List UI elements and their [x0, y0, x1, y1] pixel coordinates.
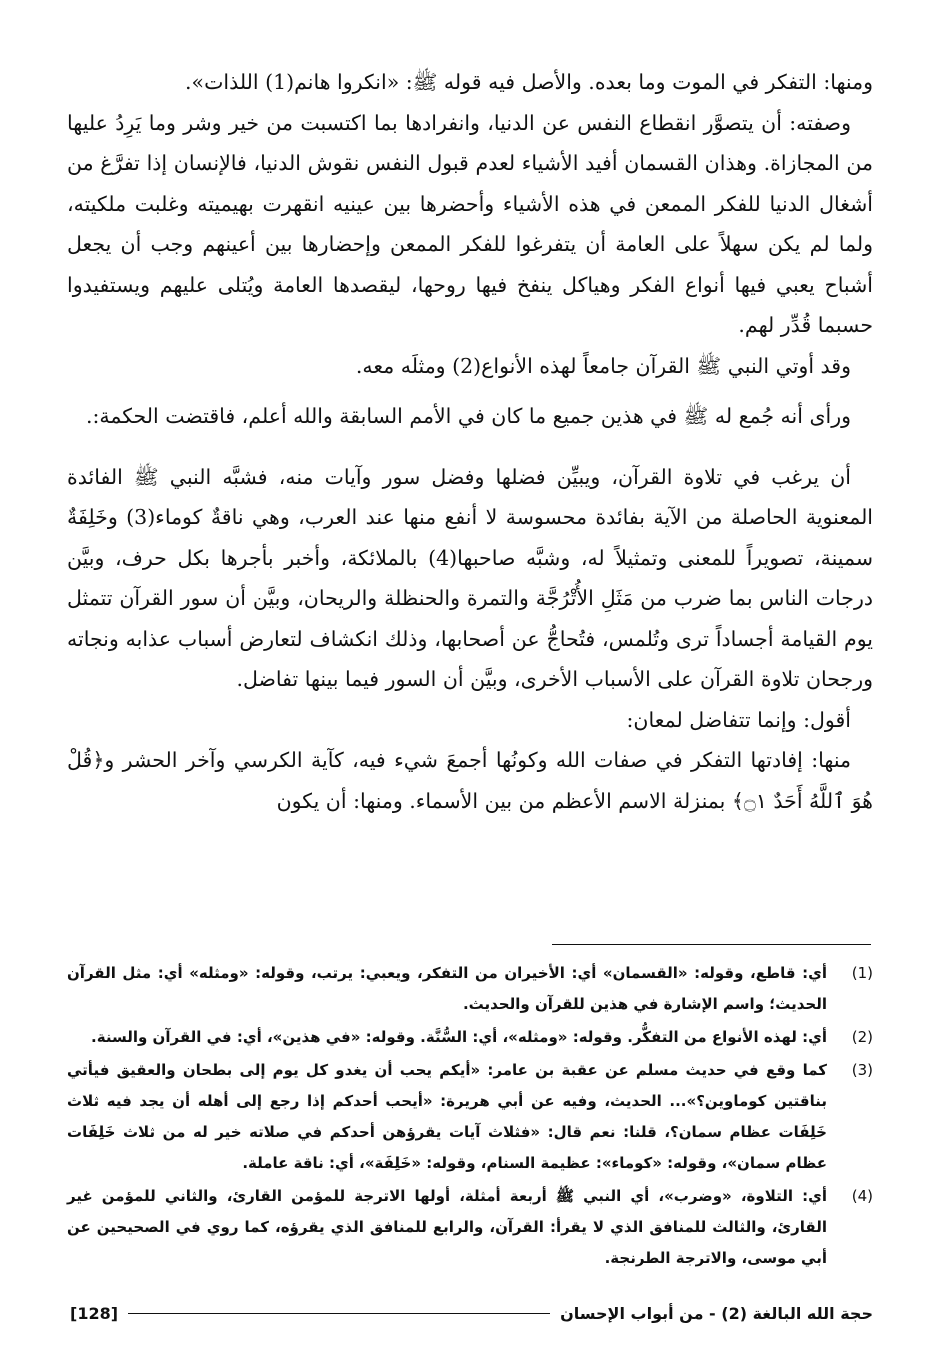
footnote	[67, 1022, 873, 1053]
footnote-number: (1)	[851, 964, 873, 982]
paragraph: منها: إفادتها التفكر في صفات الله وكونُها أجمعَ شيء فيه، كآية الكرسي وآخر الحشر و﴿قُلْ هُوَ ٱللَّهُ أَحَدٌ ۝١﴾ بمنزلة الاسم الأعظم من بين الأسماء. ومنها: أن يكون	[67, 748, 873, 813]
paragraph: أن يرغب في تلاوة القرآن، ويبيِّن فضلها وفضل سور وآيات منه، فشبَّه النبي ﷺ الفائدة المعنوية الحاصلة من الآية بفائدة محسوسة لا أنفع منها عند العرب، وهي ناقةٌ كوماء(3) وخَلِفَةٌ سمينة، تصويراً للمعنى وتمثيلاً له، وشبَّه صاحبها(4) بالملائكة، وأخبر بأجرها بكل حرف، وبيَّن درجات الناس بما ضرب من مَثَلِ الأُتْرُجَّة والتمرة والحنظلة والريحان، وبيَّن أن سور القرآن تتمثل يوم القيامة أجساداً ترى وتُلمس، فتُحاجُّ عن أصحابها، وذلك انكشاف لتعارض أسباب عذابه ونجاته ورجحان تلاوة القرآن على الأسباب الأخرى، وبيَّن أن السور فيما بينها تفاضل.	[67, 464, 874, 691]
footnote-number: (2)	[851, 1028, 873, 1046]
footnote-text: أي: قاطع، وقوله: «القسمان» أي: الأخيران من التفكر، ويعبي: يرتب، وقوله: «ومثله» أي: مثل القرآن الحديث؛ واسم الإشارة في هذين للقرآن والحديث.	[67, 964, 827, 1013]
footnote-text: أي: التلاوة، «وضرب»، أي النبي ﷺ أربعة أمثلة، أولها الاترجة للمؤمن القارئ، والثاني للمؤمن غير القارئ، والثالث للمنافق الذي لا يقرأ: القرآن، والرابع للمنافق الذي يقرؤه، كما روي في الصحيحين عن أبي موسى، والاترجة الطرنجة.	[67, 1187, 827, 1267]
footnote-number: (3)	[851, 1061, 873, 1079]
footer-rule	[128, 1313, 550, 1314]
footnote-text: كما وقع في حديث مسلم عن عقبة بن عامر: «أيكم يحب أن يغدو كل يوم إلى بطحان والعقيق فيأتي بناقتين كوماوين؟»... الحديث، وفيه عن أبي هريرة: «أيحب أحدكم إذا رجع إلى أهله أن يجد فيه ثلاث خَلِفَات عظام سمان؟، قلنا: نعم قال: «فثلاث آيات يقرؤهن أحدكم في صلاته خير له من ثلاث خَلِفَات عظام سمان»، وقوله: «كوماء»: عظيمة السنام، وقوله: «خَلِفَة»، أي: ناقة عاملة.	[67, 1061, 827, 1172]
running-title: حجة الله البالغة (2) - من أبواب الإحسان	[560, 1303, 873, 1323]
paragraph: ورأى أنه جُمع له ﷺ في هذين جميع ما كان في الأمم السابقة والله أعلم، فاقتضت الحكمة:.	[85, 404, 851, 428]
page-footer	[70, 1300, 873, 1326]
paragraph: وصفته: أن يتصوَّر انقطاع النفس عن الدنيا، وانفرادها بما اكتسبت من خير وشر وما يَرِدُ عليها من المجازاة. وهذان القسمان أفيد الأشياء لعدم قبول النفس نقوش الدنيا، فالإنسان إذا تفرَّغ من أشغال الدنيا للفكر الممعن في هذه الأشياء وأحضرها بين عينيه انقهرت بهيميته وغلبت ملكيته، ولما لم يكن سهلاً على العامة أن يتفرغوا للفكر الممعن وإحضارها بين أعينهم وجب أن يجعل أشباح يعبي فيها أنواع الفكر وهياكل ينفخ فيها روحها، ليقصدها العامة ويُتلى عليهم ويستفيدوا حسبما قُدِّر لهم.	[67, 110, 873, 337]
footnote	[67, 958, 873, 1020]
footnote-text: أي: لهذه الأنواع من التفكُّر. وقوله: «ومثله»، أي: السُّنَّة. وقوله: «في هذين»، أي: في القرآن والسنة.	[91, 1028, 827, 1046]
paragraph: وقد أوتي النبي ﷺ القرآن جامعاً لهذه الأنواع(2) ومثلَه معه.	[355, 353, 851, 378]
footnote	[67, 1181, 873, 1274]
footnote	[67, 1055, 873, 1179]
paragraph: ومنها: التفكر في الموت وما بعده. والأصل فيه قوله ﷺ: «انكروا هانم(1) اللذات».	[185, 70, 873, 94]
footnote-number: (4)	[851, 1187, 873, 1205]
footnotes	[67, 958, 873, 1276]
paragraph: أقول: وإنما تتفاضل لمعان:	[626, 707, 851, 732]
footnote-separator	[552, 944, 871, 945]
page-number: [128]	[70, 1303, 119, 1323]
main-text	[67, 62, 873, 821]
